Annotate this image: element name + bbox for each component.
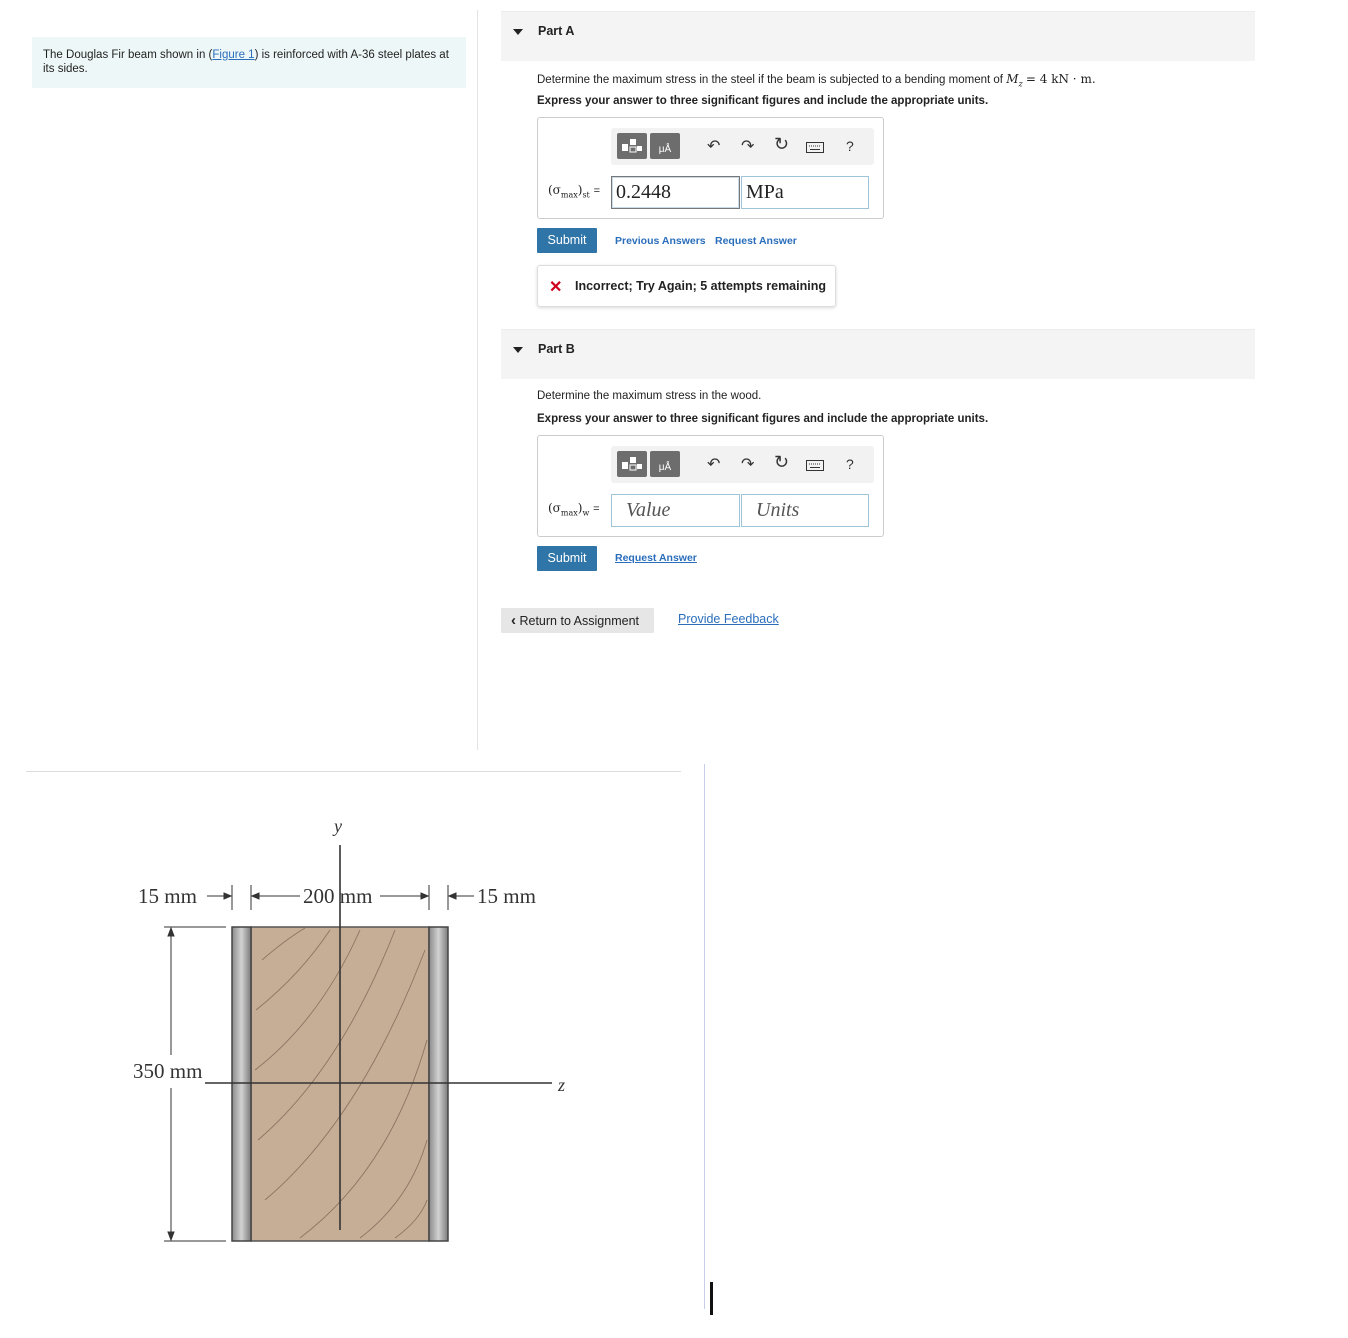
moment-symbol: $M_z$ <box>1006 72 1023 89</box>
part-b-question: Determine the maximum stress in the wood. <box>537 390 762 402</box>
part-a-answer-box <box>537 117 884 219</box>
part-b-answer-box <box>537 435 884 537</box>
part-b-lhs: $(\sigma_{max})_w$ = <box>548 501 600 518</box>
height-dimension-label: 350 mm <box>133 1059 203 1083</box>
reset-icon[interactable]: ↻ <box>774 452 790 472</box>
part-b-units-input[interactable]: Units <box>741 494 869 527</box>
steel-plate-right <box>429 927 448 1241</box>
feedback-text: Incorrect; Try Again; 5 attempts remaining <box>575 279 826 293</box>
return-to-assignment-button[interactable] <box>501 608 654 633</box>
collapse-triangle-icon[interactable] <box>513 29 523 35</box>
height-dimension <box>164 927 226 1241</box>
reset-icon[interactable]: ↻ <box>774 134 790 154</box>
right-plate-dimension: 15 mm <box>477 884 536 908</box>
part-a-label: Part A <box>538 24 575 38</box>
part-a-value-input[interactable]: 0.2448 <box>611 176 740 209</box>
undo-icon[interactable]: ↶ <box>707 456 721 473</box>
steel-plate-left <box>232 927 251 1241</box>
part-a-question-text: Determine the maximum stress in the steel if the beam is subjected to a bending moment of <box>537 74 1003 86</box>
units-icon[interactable]: μÅ <box>650 133 680 159</box>
part-a-instruction: Express your answer to three significant figures and include the appropriate units. <box>537 95 989 107</box>
panel-divider <box>704 764 705 1309</box>
undo-icon[interactable]: ↶ <box>707 138 721 155</box>
units-icon[interactable]: μÅ <box>650 451 680 477</box>
help-icon[interactable]: ? <box>846 456 854 472</box>
part-a-question <box>537 72 1096 88</box>
previous-answers-link[interactable]: Previous Answers <box>615 235 706 247</box>
redo-icon[interactable]: ↷ <box>741 456 755 473</box>
part-b-header[interactable] <box>501 329 1255 379</box>
moment-value: = 4 kN · m. <box>1025 72 1096 86</box>
text-cursor <box>710 1282 713 1315</box>
intro-text-after: ) is reinforced with A-36 steel plates at its sides. <box>43 49 449 75</box>
column-divider <box>477 10 478 750</box>
left-plate-dimension: 15 mm <box>138 884 197 908</box>
part-a-header[interactable] <box>501 11 1255 61</box>
redo-icon[interactable]: ↷ <box>741 138 755 155</box>
templates-icon[interactable] <box>617 133 647 159</box>
help-icon[interactable]: ? <box>846 138 854 154</box>
chevron-left-icon: ‹ <box>511 612 516 629</box>
collapse-triangle-icon[interactable] <box>513 347 523 353</box>
part-b-request-answer-link[interactable]: Request Answer <box>615 552 697 564</box>
y-axis-label: y <box>334 816 342 836</box>
math-toolbar <box>611 128 874 165</box>
part-b-label: Part B <box>538 342 575 356</box>
templates-icon[interactable] <box>617 451 647 477</box>
part-b-submit-button[interactable]: Submit <box>537 546 597 571</box>
keyboard-icon[interactable] <box>806 140 824 158</box>
part-a-submit-button[interactable]: Submit <box>537 228 597 253</box>
feedback-message <box>537 265 836 307</box>
part-a-units-input[interactable]: MPa <box>741 176 869 209</box>
figure-link[interactable]: Figure 1 <box>212 49 255 61</box>
part-b-value-input[interactable]: Value <box>611 494 740 527</box>
intro-text-before: The Douglas Fir beam shown in ( <box>43 49 213 61</box>
keyboard-icon[interactable] <box>806 458 824 476</box>
problem-statement <box>32 37 466 88</box>
z-axis-label: z <box>558 1075 566 1095</box>
part-a-lhs: $(\sigma_{max})_{st}$ = <box>548 183 601 200</box>
part-a-request-answer-link[interactable]: Request Answer <box>715 235 797 247</box>
incorrect-icon: ✕ <box>549 279 563 296</box>
part-b-instruction: Express your answer to three significant figures and include the appropriate units. <box>537 413 989 425</box>
return-label: Return to Assignment <box>519 614 639 628</box>
math-toolbar <box>611 446 874 483</box>
width-dimension: 200 mm <box>303 884 373 908</box>
provide-feedback-link[interactable]: Provide Feedback <box>678 612 779 626</box>
figure-divider <box>26 771 681 772</box>
beam-cross-section-figure <box>0 780 700 1320</box>
